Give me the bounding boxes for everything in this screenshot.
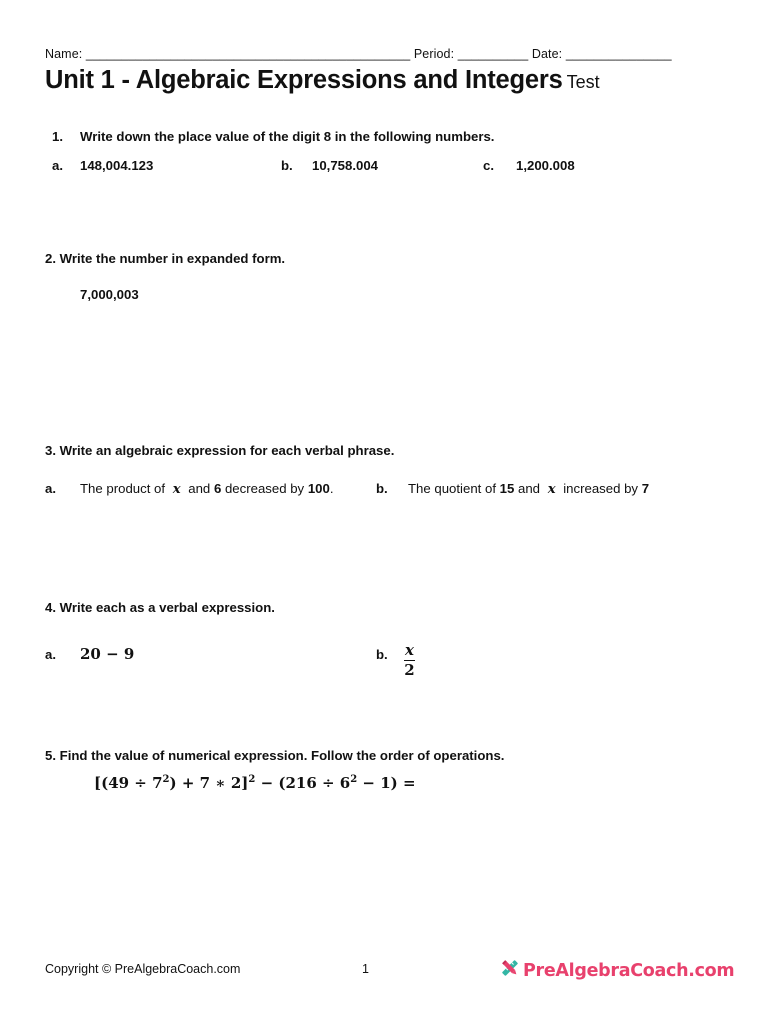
q1c-value: 1,200.008 (516, 158, 575, 173)
q5-exponent-1: 2 (162, 774, 170, 785)
q3b-variable: x (547, 482, 556, 497)
q3b-text-2: and (518, 481, 541, 496)
q5-exponent-3: 2 (350, 774, 358, 785)
q3a-text-2: and (188, 481, 211, 496)
q1c-label: c. (483, 158, 494, 173)
q4b-numerator: x (405, 641, 414, 659)
logo-text: PreAlgebraCoach.com (523, 960, 735, 981)
q3b-label: b. (376, 481, 388, 496)
q2-value: 7,000,003 (80, 287, 139, 302)
q3a-label: a. (45, 481, 56, 496)
q1b-label: b. (281, 158, 293, 173)
q2-prompt: 2. Write the number in expanded form. (45, 251, 286, 266)
q3a-number-1: 6 (213, 481, 222, 496)
q3a-text-1: The product of (80, 481, 166, 496)
q4b-fraction (404, 641, 415, 678)
q1-number: 1. (52, 129, 63, 144)
q3a-number-2: 100 (307, 481, 330, 496)
date-blank[interactable]: _______________ (565, 47, 672, 61)
q3a-text-4: . (329, 481, 334, 496)
q3a-phrase (80, 481, 334, 497)
page-number: 1 (362, 962, 369, 976)
q4a-expression: 20 − 9 (80, 645, 135, 663)
pencil-ruler-cross-icon (500, 958, 520, 983)
name-blank[interactable]: ______________________________________________ (85, 47, 411, 61)
q5-part-1: [(49 ÷ 7 (94, 774, 163, 792)
q4b-label: b. (376, 647, 388, 662)
q4a-label: a. (45, 647, 56, 662)
q5-part-3: − (216 ÷ 6 (255, 774, 351, 792)
period-label: Period: (413, 47, 455, 61)
date-label: Date: (531, 47, 563, 61)
q5-prompt: 5. Find the value of numerical expression. Follow the order of operations. (45, 748, 505, 763)
q3a-text-3: decreased by (224, 481, 305, 496)
q3b-number-1: 15 (499, 481, 515, 496)
q3-prompt: 3. Write an algebraic expression for each verbal phrase. (45, 443, 395, 458)
q3b-phrase (408, 481, 649, 497)
page-title (45, 66, 600, 95)
q1b-value: 10,758.004 (312, 158, 379, 173)
q1-prompt: Write down the place value of the digit 8 in the following numbers. (80, 129, 495, 144)
period-blank[interactable]: __________ (457, 47, 529, 61)
student-info-header (45, 47, 672, 61)
q5-part-4: − 1) = (357, 774, 416, 792)
title-sub: Test (566, 72, 600, 92)
q4b-denominator: 2 (404, 661, 415, 679)
q5-part-2: ) + 7 ∗ 2] (169, 774, 249, 792)
q4-prompt: 4. Write each as a verbal expression. (45, 600, 275, 615)
q3b-text-1: The quotient of (408, 481, 496, 496)
q5-expression (94, 774, 416, 792)
q5-exponent-2: 2 (248, 774, 256, 785)
copyright-text: Copyright © PreAlgebraCoach.com (45, 962, 241, 976)
q3b-text-3: increased by (563, 481, 639, 496)
title-main: Unit 1 - Algebraic Expressions and Integers (45, 66, 563, 94)
q3a-variable: x (172, 482, 181, 497)
q1a-value: 148,004.123 (80, 158, 154, 173)
name-label: Name: (45, 47, 83, 61)
q1a-label: a. (52, 158, 63, 173)
q3b-number-2: 7 (641, 481, 650, 496)
brand-logo[interactable] (500, 958, 734, 983)
